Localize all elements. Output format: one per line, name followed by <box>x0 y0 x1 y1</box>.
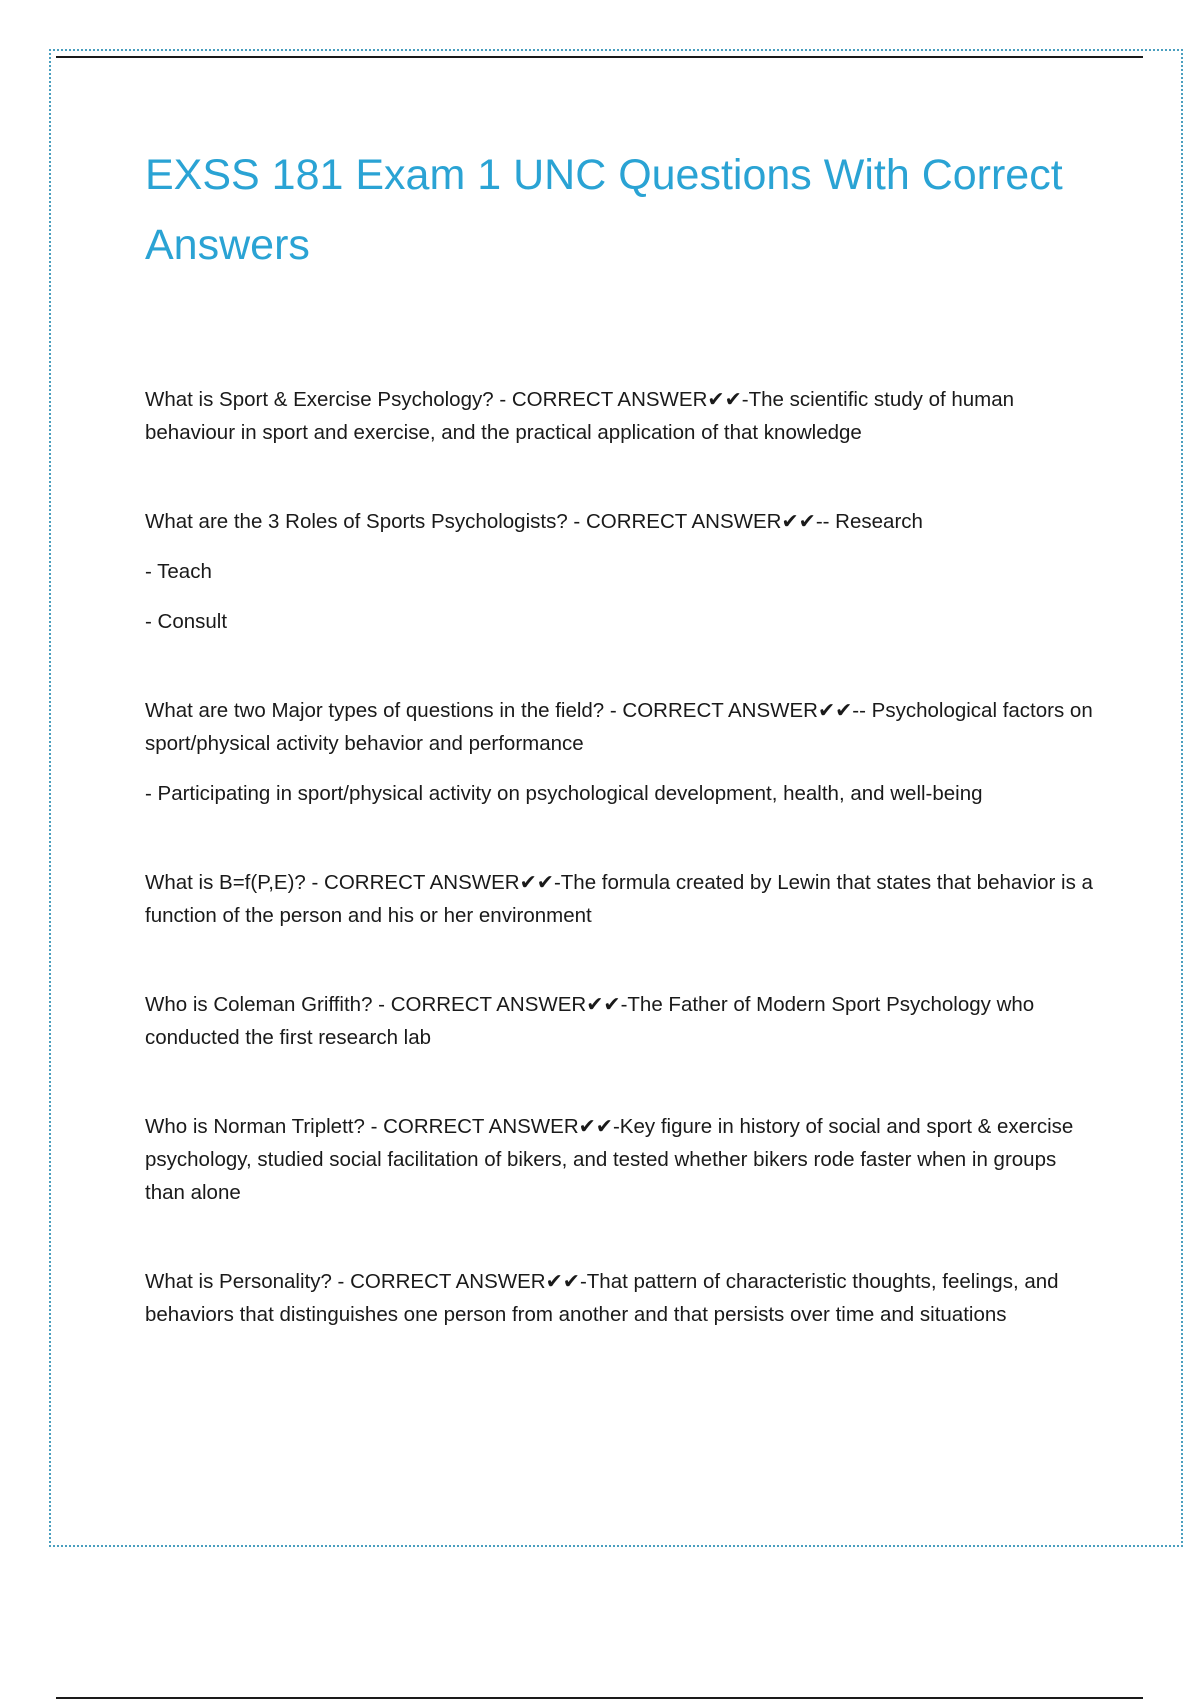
qa-text: What is Personality? - CORRECT ANSWER✔✔-That pattern of characteristic thoughts, feelings, and behaviors that distinguishes one person from another and that persists over time and situations <box>145 1270 1059 1326</box>
qa-entry <box>145 383 1095 449</box>
qa-entry <box>145 866 1095 932</box>
qa-text: What is B=f(P,E)? - CORRECT ANSWER✔✔-The formula created by Lewin that states that behavior is a function of the person and his or her environment <box>145 871 1093 927</box>
qa-entry <box>145 505 1095 638</box>
bottom-rule <box>56 1697 1143 1699</box>
qa-text: What is Sport & Exercise Psychology? - CORRECT ANSWER✔✔-The scientific study of human behaviour in sport and exercise, and the practical application of that knowledge <box>145 388 1015 444</box>
document-title: EXSS 181 Exam 1 UNC Questions With Correct Answers <box>145 151 1063 269</box>
document-body <box>145 140 1095 1387</box>
qa-text: Who is Coleman Griffith? - CORRECT ANSWER✔✔-The Father of Modern Sport Psychology who conducted the first research lab <box>145 993 1035 1049</box>
qa-entry <box>145 1265 1095 1331</box>
qa-entry <box>145 988 1095 1054</box>
qa-entry <box>145 1110 1095 1209</box>
qa-list-item: - Participating in sport/physical activity on psychological development, health, and well-being <box>145 782 983 805</box>
qa-list-item: - Consult <box>145 610 228 633</box>
qa-entry <box>145 694 1095 810</box>
qa-text: What are two Major types of questions in the field? - CORRECT ANSWER✔✔-- Psychological factors on sport/physical activity behavior and performance <box>145 699 1093 755</box>
qa-text: What are the 3 Roles of Sports Psychologists? - CORRECT ANSWER✔✔-- Research <box>145 510 923 533</box>
qa-text: Who is Norman Triplett? - CORRECT ANSWER✔✔-Key figure in history of social and sport & exercise psychology, studied social facilitation of bikers, and tested whether bikers rode faster when in groups than alone <box>145 1115 1074 1204</box>
qa-list-item: - Teach <box>145 560 212 583</box>
